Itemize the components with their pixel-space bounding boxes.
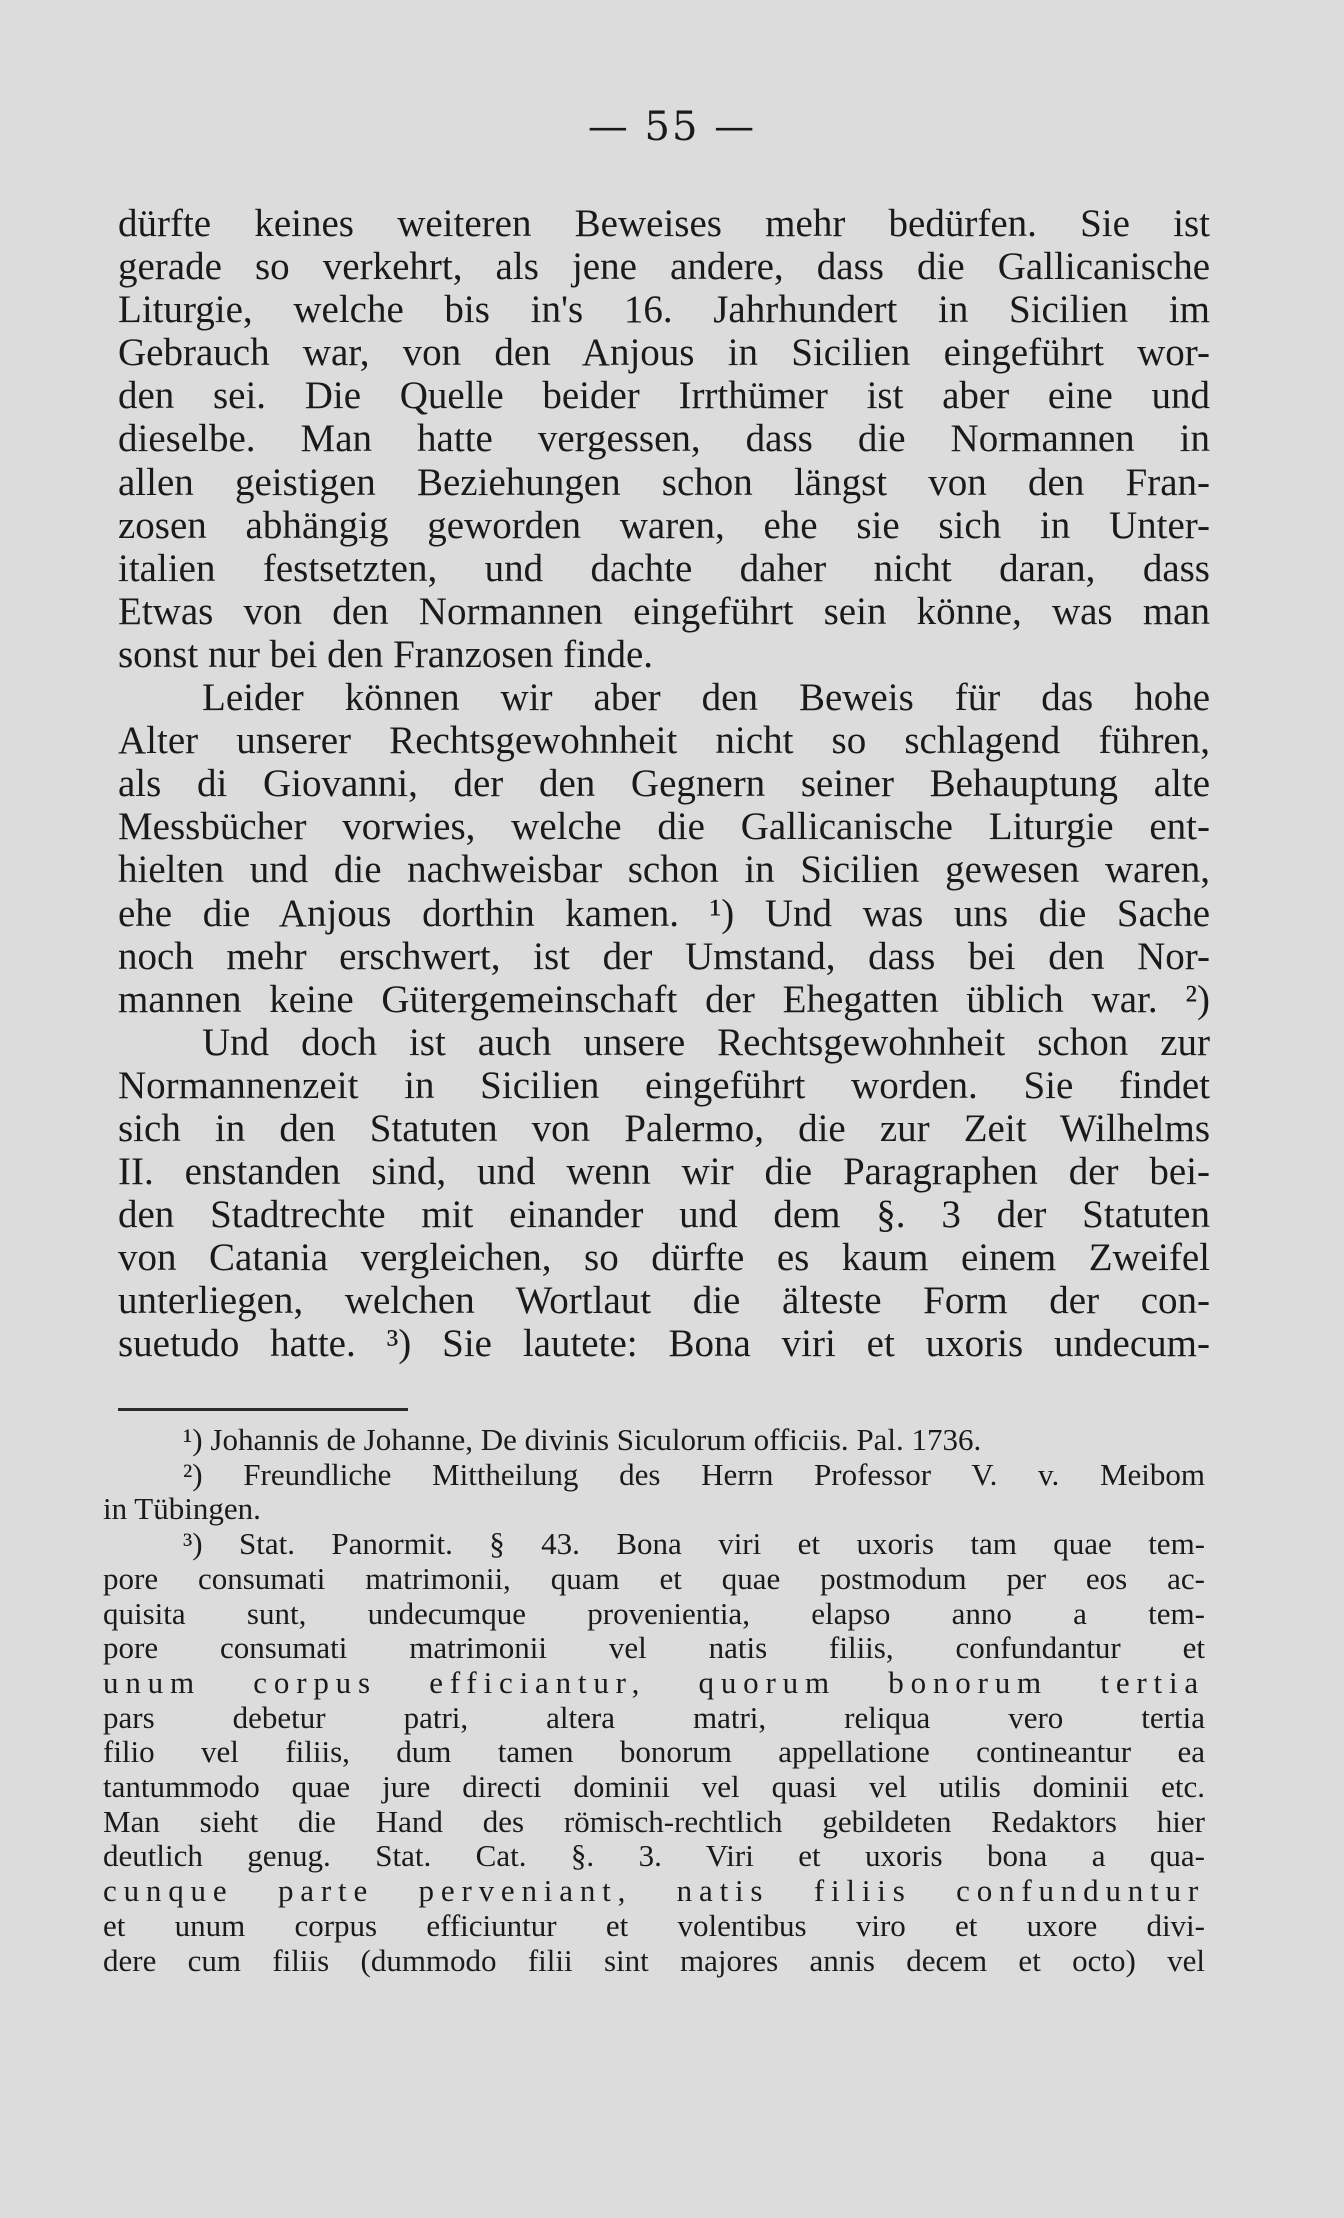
footnote-line: in Tübingen. xyxy=(103,1491,261,1527)
text-line: ehe die Anjous dorthin kamen. ¹) Und was uns die Sache xyxy=(118,891,1210,935)
page-number: — 55 — xyxy=(587,104,757,150)
footnote-3 xyxy=(103,1527,1205,1978)
footnote-line: ²) Freundliche Mittheilung des Herrn Professor V. v. Meibom xyxy=(183,1456,1205,1492)
text-line: sonst nur bei den Franzosen finde. xyxy=(118,632,654,676)
footnote-line: unum corpus efficiantur, quorum bonorum tertia xyxy=(103,1664,1205,1700)
text-line: zosen abhängig geworden waren, ehe sie sich in Unter- xyxy=(118,503,1210,547)
text-line: noch mehr erschwert, ist der Umstand, dass bei den Nor- xyxy=(118,934,1210,978)
text-line: Gebrauch war, von den Anjous in Sicilien eingeführt wor- xyxy=(118,331,1210,375)
text-line: unterliegen, welchen Wortlaut die älteste Form der con- xyxy=(118,1279,1210,1323)
text-line: Alter unserer Rechtsgewohnheit nicht so schlagend führen, xyxy=(118,719,1210,763)
footnote-mark: ¹) xyxy=(183,1422,203,1457)
text-line: hielten und die nachweisbar schon in Sicilien gewesen waren, xyxy=(118,848,1210,892)
text-line: Liturgie, welche bis in's 16. Jahrhundert in Sicilien im xyxy=(118,288,1210,332)
footnotes xyxy=(103,1423,1205,1978)
footnote-line: deutlich genug. Stat. Cat. §. 3. Viri et uxoris bona a qua- xyxy=(103,1838,1205,1874)
text-line: Normannenzeit in Sicilien eingeführt worden. Sie findet xyxy=(118,1063,1210,1107)
footnote-line: filio vel filiis, dum tamen bonorum appellatione contineantur ea xyxy=(103,1734,1205,1770)
footnote-divider xyxy=(118,1408,408,1411)
text-line: allen geistigen Beziehungen schon längst von den Fran- xyxy=(118,460,1210,504)
text-line: mannen keine Gütergemeinschaft der Ehegatten üblich war. ²) xyxy=(118,977,1210,1021)
text-line: italien festsetzten, und dachte daher nicht daran, dass xyxy=(118,546,1210,590)
text-line: sich in den Statuten von Palermo, die zur Zeit Wilhelms xyxy=(118,1106,1210,1150)
footnote-line: ³) Stat. Panormit. § 43. Bona viri et uxoris tam quae tem- xyxy=(183,1526,1206,1562)
footnote-mark: ²) xyxy=(183,1456,203,1492)
footnote-line: pars debetur patri, altera matri, reliqua vero tertia xyxy=(103,1699,1205,1735)
footnote-line: quisita sunt, undecumque provenientia, elapso anno a tem- xyxy=(103,1595,1205,1631)
text-line: Leider können wir aber den Beweis für das hohe xyxy=(202,676,1210,720)
text-line: Messbücher vorwies, welche die Gallicanische Liturgie ent- xyxy=(118,805,1210,849)
footnote-line: cunque parte perveniant, natis filiis confunduntur xyxy=(103,1873,1205,1909)
text-line: dürfte keines weiteren Beweises mehr bedürfen. Sie ist xyxy=(118,202,1210,245)
footnote-line: pore consumati matrimonii vel natis filiis, confundantur et xyxy=(103,1630,1205,1666)
text-line: Und doch ist auch unsere Rechtsgewohnheit schon zur xyxy=(202,1020,1210,1064)
text-line: suetudo hatte. ³) Sie lautete: Bona viri et uxoris undecum- xyxy=(118,1322,1210,1366)
text-line: den Stadtrechte mit einander und dem §. 3 der Statuten xyxy=(118,1193,1210,1237)
text-line: Etwas von den Normannen eingeführt sein könne, was man xyxy=(118,589,1210,633)
footnote-1 xyxy=(103,1423,1205,1458)
footnote-line: et unum corpus efficiuntur et volentibus viro et uxore divi- xyxy=(103,1907,1205,1943)
text-line: von Catania vergleichen, so dürfte es kaum einem Zweifel xyxy=(118,1236,1210,1280)
main-text xyxy=(118,202,1210,1366)
footnote-line: Man sieht die Hand des römisch-rechtlich gebildeten Redaktors hier xyxy=(103,1803,1205,1839)
footnote-line: pore consumati matrimonii, quam et quae postmodum per eos ac- xyxy=(103,1560,1205,1596)
text-line: den sei. Die Quelle beider Irrthümer ist aber eine und xyxy=(118,374,1210,418)
text-line: II. enstanden sind, und wenn wir die Paragraphen der bei- xyxy=(118,1150,1210,1194)
footnote-line: dere cum filiis (dummodo filii sint majores annis decem et octo) vel xyxy=(103,1942,1205,1978)
text-line: als di Giovanni, der den Gegnern seiner Behauptung alte xyxy=(118,762,1210,806)
text-line: dieselbe. Man hatte vergessen, dass die Normannen in xyxy=(118,417,1210,461)
footnote-mark: ³) xyxy=(183,1526,203,1562)
footnote-line: tantummodo quae jure directi dominii vel quasi vel utilis dominii etc. xyxy=(103,1769,1205,1805)
footnote-line: ¹) Johannis de Johanne, De divinis Siculorum officiis. Pal. 1736. xyxy=(183,1422,982,1457)
footnote-2 xyxy=(103,1458,1205,1527)
text-line: gerade so verkehrt, als jene andere, dass die Gallicanische xyxy=(118,245,1210,289)
